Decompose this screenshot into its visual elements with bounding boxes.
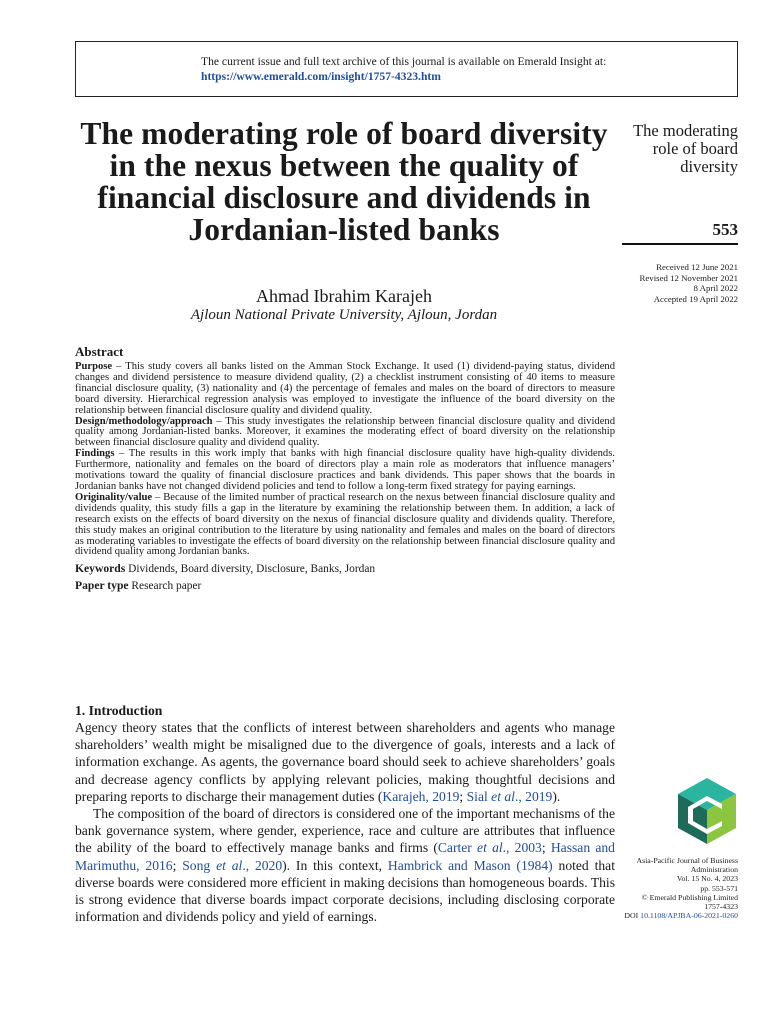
citation-song-2020[interactable] [182,858,282,873]
paper-type-label: Paper type [75,578,129,592]
notice-text: The current issue and full text archive of this journal is available on Emerald Insight at: [201,55,607,68]
citation-sial-2019[interactable] [467,789,553,804]
citation-etal: et al [216,857,243,873]
citation-carter-2003[interactable] [438,840,542,855]
author-affiliation: Ajloun National Private University, Ajloun, Jordan [190,307,498,323]
abstract-section [75,344,615,594]
purpose-label: Purpose [75,361,113,372]
citation-year: ., 2020 [242,857,283,873]
originality-label: Originality/value [75,491,153,503]
submission-dates [610,262,738,304]
journal-name: Asia-Pacific Journal of Business Administration [636,856,738,875]
citation-hambrick-1984[interactable]: Hambrick and Mason (1984) [387,857,553,873]
abstract-originality [75,493,615,558]
doi-link[interactable]: 10.1108/APJBA-06-2021-0260 [640,911,738,921]
citation-text: Song [182,857,217,873]
journal-url-link[interactable]: https://www.emerald.com/insight/1757-4323.htm [201,70,441,83]
intro-p2-end: noted that diverse boards were considered more efficient in making decisions than homogeneous boards. This is strong evidence that diverse boards impact corporate decisions, including disclosing corporate information and dividends policy and yield of earnings. [75,857,615,925]
journal-availability-notice [75,41,738,97]
intro-p1-text: Agency theory states that the conflicts of interest between shareholders and agents who manage shareholders’ wealth might be misaligned due to the divergence of goals, interests and a lack of information exchange. As agents, the governance board should seek to achieve shareholders’ goals and decrease agency conflicts by applying relevant policies, making thoughtful decisions and preparing reports to discharge their management duties ( [75,720,615,804]
paper-type [75,578,615,595]
abstract-design [75,417,615,450]
date-accepted: Accepted 19 April 2022 [653,293,738,304]
citation-etal: et al [477,840,503,856]
paper-type-text: Research paper [128,579,202,592]
purpose-text: – This study covers all banks listed on the Amman Stock Exchange. It used (1) dividend-paying status, dividend changes and dividend persistence to measure dividend quality, (2) a checklist instrument consisting of 40 items to measure financial disclosure quality, (3) nationality and (4) the percentage of females and males on the board of directors to measure board diversity. Hierarchical regression analysis was employed to investigate the influence of the board diversity on the relationship between financial disclosure quality and dividend quality. [75,361,615,416]
citation-karajeh-2019[interactable]: Karajeh, 2019 [382,788,460,804]
keywords [75,561,615,578]
journal-volume: Vol. 15 No. 4, 2023 [676,874,738,884]
article-title: The moderating role of board diversity in the nexus between the quality of financial disclosure and dividends in Jordanian-listed banks [80,116,608,247]
intro-p1-end: ). [552,788,561,804]
citation-hassan-2016[interactable]: Hassan and Marimuthu, 2016 [75,840,615,873]
sidebar-rule [622,243,738,245]
originality-text: – Because of the limited number of practical research on the nexus between financial disclosure quality and dividends quality, this study fills a gap in the literature by examining the relationship between them. In addition, a lack of research exists on the effects of board diversity on the nexus of financial disclosure quality and dividends quality. Therefore, this study makes an original contribution to the literature by using nationality and females and males on the board of directors as moderating variables to investigate the effects of board diversity on the relationship between financial disclosure quality and dividend quality among Jordanian banks. [75,491,615,558]
doi-line [600,911,738,920]
journal-info [600,856,738,920]
findings-text: – The results in this work imply that banks with high financial disclosure quality have high-quality dividends. Furthermore, nationality and females on the board of directors play a main role as moderators that influence managers’ motivations toward the quality of financial disclosure practices and bank dividends. This paper shows that the boards in Jordanian banks have not changed dividend policies and tend to follow a long-term fixed strategy for paying earnings. [75,448,615,492]
journal-publisher: © Emerald Publishing Limited [641,892,738,902]
abstract-findings [75,449,615,493]
citation-separator: ; [541,840,551,856]
date-received: Received 12 June 2021 [656,262,738,272]
date-revised-2: 8 April 2022 [693,283,738,293]
intro-p2-text: The composition of the board of directors is considered one of the important mechanisms of the bank governance system, where gender, experience, race and culture are attributes that influence the ability of the board to effectively manage banks and firms ( [75,806,615,856]
introduction-heading: 1. Introduction [75,703,163,718]
crossmark-logo-icon[interactable] [676,776,738,846]
intro-paragraph-2 [75,805,615,925]
intro-paragraph-1 [75,719,615,805]
findings-label: Findings [75,448,115,460]
journal-issn: 1757-4323 [704,902,738,912]
journal-pages: pp. 553-571 [700,883,738,893]
citation-year: ., 2003 [502,840,542,856]
keywords-label: Keywords [75,562,126,576]
abstract-purpose [75,362,615,417]
introduction-section [75,702,615,925]
keywords-text: Dividends, Board diversity, Disclosure, Banks, Jordan [125,563,376,576]
design-text: – This study investigates the relationship between financial disclosure quality and dividend quality among Jordanian-listed banks. Moreover, it examines the moderating effect of board diversity on the relationship between financial disclosure quality and dividend quality. [75,415,615,449]
author-name: Ahmad Ibrahim Karajeh [256,286,432,306]
running-title: The moderating role of board diversity [633,121,738,176]
abstract-heading: Abstract [75,344,124,359]
citation-etal: et al [491,788,515,804]
citation-text: Carter [437,840,478,856]
intro-p2-mid: ). In this context, [282,857,388,873]
page-number: 553 [712,220,738,239]
date-revised: Revised 12 November 2021 [639,272,738,283]
citation-year: ., 2019 [514,788,553,804]
citation-separator: ; [172,857,183,873]
citation-separator: ; [459,788,467,804]
design-label: Design/methodology/approach [75,415,213,427]
doi-label: DOI [624,911,639,921]
citation-text: Sial [466,788,492,804]
